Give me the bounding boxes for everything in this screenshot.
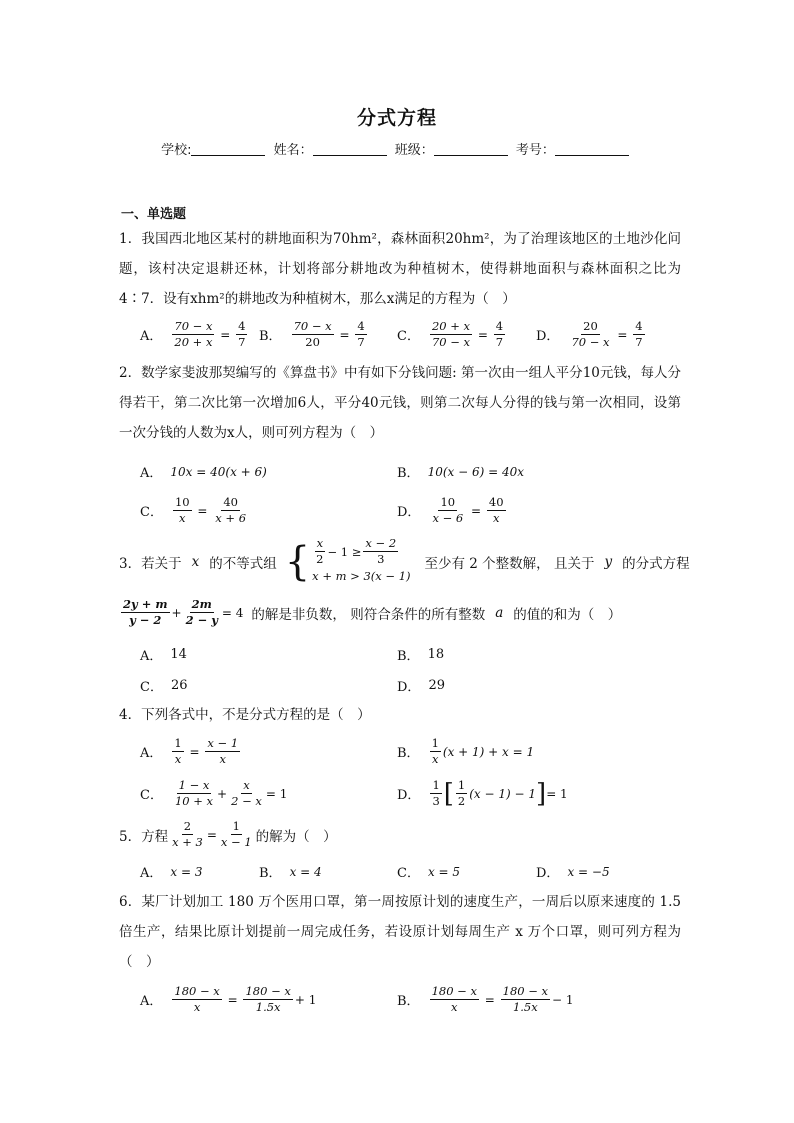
question-3-line-2: $\frac{2y + m}{y - 2}$ + $\frac{2m}{2 - y}$ = 4 的解是非负数， 则符合条件的所有整数 a 的值的和为（ ） [123, 597, 622, 627]
option-value: x = −5 [567, 864, 610, 879]
q5-option-c[interactable] [397, 862, 460, 881]
fraction-denominator: x + 6 [215, 511, 247, 525]
inequality-operator: − 1 ≥ [327, 544, 362, 559]
fraction-denominator: 1.5x [255, 1000, 281, 1014]
q3-text-part: 的不等式组 [209, 555, 277, 572]
q2-option-a[interactable] [140, 462, 267, 481]
option-value: 18 [427, 647, 445, 662]
fraction-denominator: x [492, 511, 500, 525]
fraction-denominator: 7 [357, 335, 365, 349]
fraction-numerator: x − 1 [207, 736, 239, 750]
fraction-denominator: 20 [305, 335, 320, 349]
q3-text-part: 至少有 2 个整数解， 且关于 [424, 555, 595, 572]
inequality-1 [312, 537, 410, 566]
q1-option-a[interactable]: A． $\frac{70 - x}{20 + x}$ = $\frac{4}{7}$ [140, 319, 246, 349]
option-label: C． [397, 329, 420, 344]
q2-option-b[interactable] [397, 462, 524, 481]
option-value: 29 [428, 678, 445, 693]
q1-option-c[interactable]: C． $\frac{20 + x}{70 - x}$ = $\frac{4}{7}$ [397, 319, 504, 349]
equation-rhs: = 4 [221, 605, 244, 620]
option-label: C． [140, 788, 163, 803]
q1-option-b[interactable]: B． $\frac{70 - x}{20}$ = $\frac{4}{7}$ [259, 319, 365, 349]
fraction-numerator: x − 2 [365, 536, 397, 550]
q1-option-d[interactable]: D． $\frac{20}{70 - x}$ = $\frac{4}{7}$ [536, 319, 643, 349]
q2-option-d[interactable]: D． $\frac{10}{x - 6}$ = $\frac{40}{x}$ [397, 495, 504, 525]
q3-option-c[interactable] [140, 676, 188, 695]
q3-text-part: 的值的和为（ ） [513, 606, 622, 623]
option-value: x = 4 [289, 864, 322, 879]
q2-option-c[interactable]: C． $\frac{10}{x}$ = $\frac{40}{x + 6}$ [140, 495, 247, 525]
fraction-numerator: 180 − x [245, 984, 291, 998]
fraction-denominator: 7 [635, 335, 643, 349]
option-label: B． [397, 994, 420, 1009]
option-label: A． [140, 866, 163, 881]
fraction-numerator: 2y + m [123, 597, 168, 611]
fraction-numerator: 2m [191, 597, 212, 611]
q6-option-b[interactable]: B． $\frac{180 - x}{x}$ = $\frac{180 - x}{1.5x}$ − 1 [397, 984, 574, 1014]
q4-option-b[interactable] [397, 737, 534, 766]
q5-text-part: 的解为（ ） [255, 828, 337, 845]
fraction-numerator: 1 [232, 819, 240, 833]
option-label: B． [397, 466, 420, 481]
fraction-numerator: 20 + x [431, 319, 471, 333]
option-label: B． [259, 866, 282, 881]
fraction-denominator: x − 6 [432, 511, 464, 525]
option-label: B． [397, 649, 420, 664]
option-label: A． [140, 466, 163, 481]
fraction-numerator: x [316, 536, 324, 550]
fraction-denominator: x [193, 1000, 201, 1014]
q3-option-d[interactable] [397, 676, 445, 695]
fraction-denominator: 1.5x [512, 1000, 538, 1014]
q4-option-a[interactable]: A． $\frac{1}{x}$ = $\frac{x - 1}{x}$ [140, 736, 239, 766]
fraction-numerator: 70 − x [293, 319, 332, 333]
option-expression: (x + 1) + x = 1 [442, 744, 535, 759]
school-blank[interactable] [191, 143, 265, 156]
fraction-denominator: 20 + x [174, 335, 213, 349]
q3-text-part: 的分式方程 [622, 555, 690, 572]
question-5-text: 5．方程 $\frac{2}{x + 3}$ = $\frac{1}{x - 1}$ 的解为（ ） [119, 819, 337, 849]
fraction-numerator: 180 − x [174, 984, 220, 998]
fraction-denominator: x [174, 752, 182, 766]
fraction-denominator: 7 [495, 335, 504, 349]
q3-option-b[interactable] [397, 645, 444, 664]
fraction-numerator: 2 [183, 819, 192, 833]
fraction-numerator: 1 − x [178, 778, 210, 792]
fraction-denominator: 3 [432, 794, 440, 808]
fraction-numerator: 1 [432, 778, 440, 792]
student-info-line [0, 139, 794, 158]
option-value: 26 [170, 678, 188, 693]
fraction-denominator: 2 − x [231, 794, 262, 808]
fraction-denominator: x [431, 752, 439, 766]
id-blank[interactable] [555, 143, 629, 156]
class-blank[interactable] [434, 143, 508, 156]
id-label: 考号： [515, 143, 555, 158]
q3-variable-y: y [604, 553, 613, 570]
option-expression: 10x = 40(x + 6) [170, 464, 267, 479]
fraction-numerator: 10 [174, 495, 190, 509]
inequality-system [312, 537, 410, 586]
q5-option-b[interactable] [259, 862, 322, 881]
question-3-line-1 [119, 537, 690, 586]
left-bracket: [ [443, 778, 454, 809]
question-6-text: 6．某厂计划加工 180 万个医用口罩，第一周按原计划的速度生产，一周后以原来速度的 1.5 倍生产，结果比原计划提前一周完成任务，若设原计划每周生产 x 万个口罩，则可列方程为（ ） [119, 894, 681, 970]
name-blank[interactable] [313, 143, 387, 156]
option-label: D． [536, 866, 560, 881]
option-expression: = 1 [265, 786, 288, 801]
question-2-text: 2．数学家斐波那契编写的《算盘书》中有如下分钱问题: 第一次由一组人平分10元钱，每人分得若干，第二次比第一次增加6人，平分40元钱，则第二次每人分得的钱与第一次相同，设第一次分钱的人数为x人，则可列方程为（ ） [119, 365, 681, 441]
fraction-denominator: y − 2 [129, 613, 162, 627]
fraction-denominator: 2 − y [185, 613, 218, 627]
option-label: D． [397, 680, 421, 695]
fraction-denominator: x + 3 [172, 835, 203, 849]
q5-option-a[interactable] [140, 862, 202, 881]
option-label: D． [536, 329, 560, 344]
fraction-denominator: x − 1 [220, 835, 252, 849]
class-label: 班级： [394, 143, 434, 158]
option-label: A． [140, 994, 163, 1009]
section-heading: 一、单选题 [121, 207, 187, 222]
option-label: B． [397, 746, 420, 761]
option-label: C． [140, 680, 163, 695]
option-value: x = 3 [170, 864, 203, 879]
fraction-numerator: 10 [440, 495, 456, 509]
fraction-numerator: 1 [457, 778, 466, 792]
fraction-denominator: x [179, 511, 186, 525]
option-expression: 10(x − 6) = 40x [427, 464, 525, 479]
fraction-numerator: 180 − x [431, 984, 477, 998]
fraction-denominator: 7 [238, 335, 246, 349]
option-label: D． [397, 505, 421, 520]
option-expression: = 1 [546, 786, 568, 801]
option-label: B． [259, 329, 282, 344]
q4-option-c[interactable]: C． $\frac{1 - x}{10 + x}$ + $\frac{x}{2 - x}$ = 1 [140, 778, 288, 808]
fraction-denominator: 70 − x [431, 335, 471, 349]
fraction-denominator: x [219, 752, 227, 766]
q5-option-d[interactable] [536, 862, 610, 881]
right-bracket: ] [536, 778, 547, 809]
fraction-numerator: 4 [238, 319, 246, 333]
option-label: A． [140, 649, 163, 664]
q3-variable-x: x [191, 553, 200, 570]
option-expression: (x − 1) − 1 [469, 786, 537, 801]
fraction-numerator: 180 − x [502, 984, 549, 998]
q5-text-part: 5．方程 [119, 828, 169, 845]
option-value: x = 5 [427, 864, 461, 879]
left-brace: { [284, 538, 311, 585]
q3-option-a[interactable] [140, 645, 187, 664]
fraction-numerator: 20 [583, 319, 598, 333]
page-title: 分式方程 [356, 107, 437, 129]
inequality-2: x + m > 3(x − 1) [312, 569, 411, 583]
q3-text-part: 3．若关于 [119, 555, 182, 572]
fraction-denominator: 2 [457, 794, 466, 808]
fraction-numerator: 4 [357, 319, 365, 333]
fraction-numerator: 70 − x [174, 319, 213, 333]
fraction-numerator: x [243, 778, 250, 792]
option-label: C． [140, 505, 163, 520]
option-expression: − 1 [552, 992, 574, 1007]
name-label: 姓名： [273, 143, 313, 158]
fraction-numerator: 40 [488, 495, 504, 509]
school-label: 学校: [161, 143, 192, 158]
q3-variable-a: a [495, 604, 504, 621]
fraction-denominator: x [451, 1000, 458, 1014]
q3-text-part: 的解是非负数， 则符合条件的所有整数 [251, 606, 486, 623]
fraction-denominator: 10 + x [174, 794, 214, 808]
fraction-denominator: 3 [377, 552, 385, 566]
option-expression: + 1 [294, 992, 317, 1007]
question-4-text: 4．下列各式中，不是分式方程的是（ ） [119, 707, 371, 723]
option-label: D． [397, 788, 421, 803]
option-value: 14 [170, 647, 187, 662]
fraction-denominator: 2 [316, 552, 324, 566]
fraction-numerator: 4 [495, 319, 504, 333]
option-label: C． [397, 866, 420, 881]
fraction-numerator: 1 [431, 736, 439, 750]
fraction-denominator: 70 − x [571, 335, 610, 349]
option-label: A． [140, 329, 163, 344]
option-label: A． [140, 746, 163, 761]
q6-option-a[interactable]: A． $\frac{180 - x}{x}$ = $\frac{180 - x}{1.5x}$ + 1 [140, 984, 317, 1014]
fraction-numerator: 4 [635, 319, 643, 333]
fraction-numerator: 1 [174, 736, 182, 750]
q4-option-d[interactable] [397, 779, 568, 808]
fraction-numerator: 40 [223, 495, 238, 509]
question-1-text: 1．我国西北地区某村的耕地面积为70hm²，森林面积20hm²，为了治理该地区的土地沙化问题，该村决定退耕还林，计划将部分耕地改为种植树木，使得耕地面积与森林面积之比为4∶7．设有xhm²的耕地改为种植树木，那么x满足的方程为（ ） [119, 231, 681, 307]
